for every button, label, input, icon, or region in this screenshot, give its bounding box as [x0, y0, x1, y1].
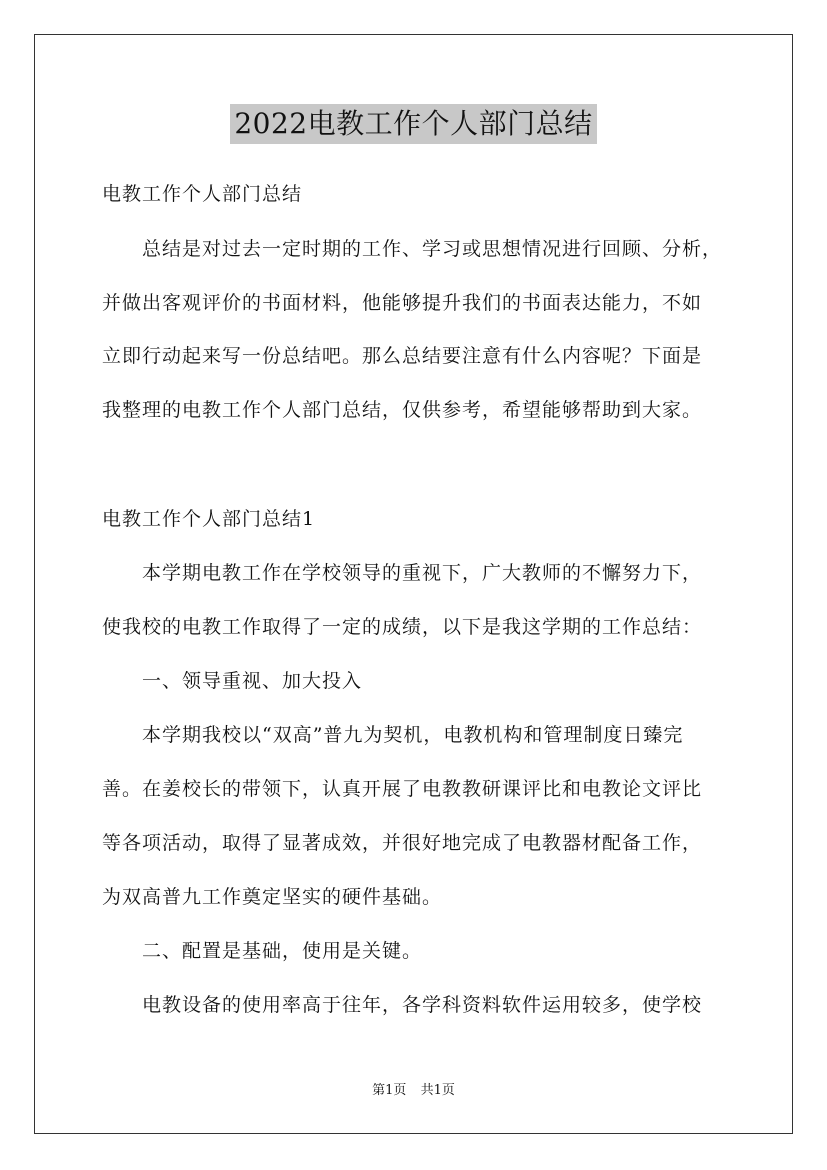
paragraph-line: 电教设备的使用率高于往年，各学科资料软件运用较多，使学校 — [142, 994, 703, 1016]
document-title — [0, 104, 827, 144]
paragraph-line: 总结是对过去一定时期的工作、学习或思想情况进行回顾、分析， — [142, 238, 723, 260]
paragraph-line: 使我校的电教工作取得了一定的成绩，以下是我这学期的工作总结： — [102, 616, 703, 638]
paragraph-line: 善。在姜校长的带领下，认真开展了电教教研课评比和电教论文评比 — [102, 778, 703, 800]
section-heading: 电教工作个人部门总结1 — [102, 508, 316, 530]
subsection-heading: 二、配置是基础，使用是关键。 — [142, 940, 423, 962]
paragraph-line: 为双高普九工作奠定坚实的硬件基础。 — [102, 886, 443, 908]
paragraph-line: 本学期电教工作在学校领导的重视下，广大教师的不懈努力下， — [142, 562, 703, 584]
paragraph-line: 本学期我校以“双高”普九为契机，电教机构和管理制度日臻完 — [142, 724, 684, 746]
paragraph-line: 我整理的电教工作个人部门总结，仅供参考，希望能够帮助到大家。 — [102, 399, 703, 421]
subsection-heading: 一、领导重视、加大投入 — [142, 670, 363, 692]
page-number: 第1页 — [372, 1083, 407, 1098]
paragraph-line: 立即行动起来写一份总结吧。那么总结要注意有什么内容呢？下面是 — [102, 345, 703, 367]
paragraph-line: 并做出客观评价的书面材料，他能够提升我们的书面表达能力，不如 — [102, 292, 703, 314]
page-footer — [0, 1082, 827, 1100]
section-heading: 电教工作个人部门总结 — [102, 183, 303, 205]
paragraph-line: 等各项活动，取得了显著成效，并很好地完成了电教器材配备工作， — [102, 832, 703, 854]
document-title-text: 2022电教工作个人部门总结 — [230, 104, 596, 144]
page-total: 共1页 — [420, 1083, 455, 1098]
